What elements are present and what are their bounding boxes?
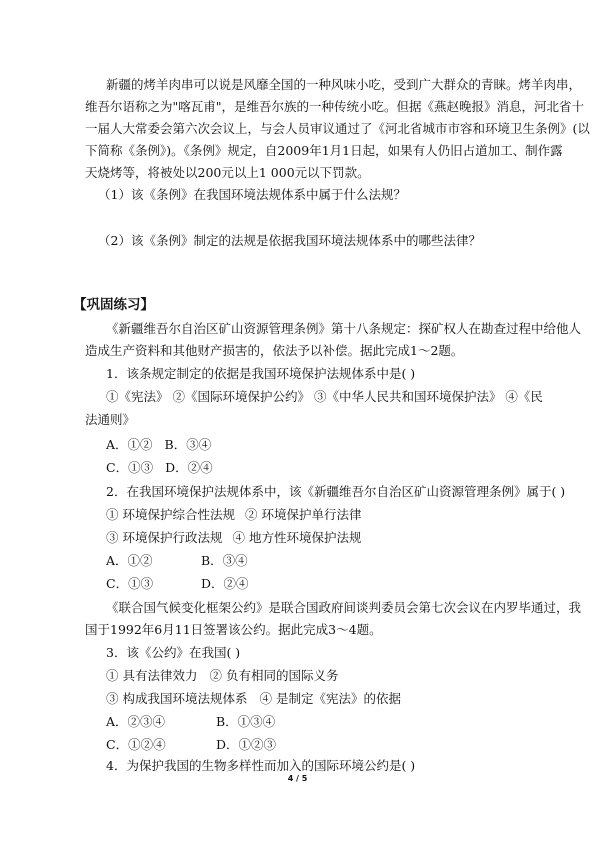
choice-a: A．①② [106,553,153,568]
choice-c: C．①③ [106,460,154,475]
option-4: ④ 地方性环境保护法规 [232,530,362,545]
passage-2-line-1: 《联合国气候变化框架公约》是联合国政府间谈判委员会第七次会议在内罗毕通过，我 [106,600,582,615]
choice-c: C．①②④ [106,737,166,752]
option-1: ① 具有法律效力 [106,668,198,683]
question-3-stem: 3．该《公约》在我国( ) [106,645,241,660]
choice-b: B．③④ [164,437,212,452]
choice-c: C．①③ [106,576,154,591]
question-3-options-line-1 [106,667,536,685]
passage-2-line-2: 国于1992年6月11日签署该公约。据此完成3～4题。 [85,622,382,637]
question-2-stem: 2．在我国环境保护法规体系中，该《新疆维吾尔自治区矿山资源管理条例》属于( ) [106,484,566,499]
question-4-stem: 4．为保护我国的生物多样性而加入的国际环境公约是( ) [106,758,416,773]
question-3-choices-cd [106,736,536,754]
question-2-options-line-1 [106,506,536,524]
choice-d: D．①②③ [216,737,277,752]
option-2: ② 负有相同的国际义务 [209,668,339,683]
choice-a: A．②③④ [106,714,166,729]
intro-line-2: 维吾尔语称之为"喀瓦甫"，是维吾尔族的一种传统小吃。但据《燕赵晚报》消息，河北省十 [85,99,585,114]
choice-d: D．②④ [201,576,249,591]
question-3-options-line-2 [106,690,536,708]
choice-b: B．①③④ [216,714,276,729]
choice-b: B．③④ [201,553,248,568]
choice-a: A．①② [106,437,153,452]
question-1-choices-ab [106,436,536,454]
option-4: ④ 是制定《宪法》的依据 [259,691,401,706]
question-2-choices-cd [106,575,536,593]
choice-d: D．②④ [165,460,213,475]
passage-1-line-2: 造成生产资料和其他财产损害的，依法予以补偿。据此完成1～2题。 [85,343,464,358]
option-3: ③ 构成我国环境法规体系 [106,691,248,706]
intro-line-5: 天烧烤等，将被处以200元以上1 000元以下罚款。 [85,165,370,180]
option-1: ① 环境保护综合性法规 [106,507,235,522]
passage-1-line-1: 《新疆维吾尔自治区矿山资源管理条例》第十八条规定：探矿权人在勘查过程中给他人 [106,321,582,336]
question-3-choices-ab [106,713,536,731]
intro-line-1: 新疆的烤羊肉串可以说是风靡全国的一种风味小吃，受到广大群众的青睐。烤羊肉串， [106,77,582,92]
intro-question-2: （2）该《条例》制定的法规是依据我国环境法规体系中的哪些法律？ [98,233,481,248]
question-1-options-line-2: 法通则》 [85,412,136,427]
question-1-options-line-1: ①《宪法》 ②《国际环境保护公约》 ③《中华人民共和国环境保护法》 ④《民 [106,389,543,404]
page-number: 4 / 5 [287,774,308,783]
option-2: ② 环境保护单行法律 [244,507,362,522]
intro-line-3: 一届人大常委会第六次会议上，与会人员审议通过了《河北省城市市容和环境卫生条例》(以 [85,121,590,136]
question-1-choices-cd [106,459,536,477]
intro-question-1: （1）该《条例》在我国环境法规体系中属于什么法规？ [98,187,406,202]
option-3: ③ 环境保护行政法规 [106,530,223,545]
question-2-choices-ab [106,552,536,570]
intro-line-4: 下简称《条例》)。《条例》规定，自2009年1月1日起，如果有人仍旧占道加工、制作露 [85,143,563,158]
section-title: 【巩固练习】 [73,297,154,313]
question-1-stem: 1．该条规定制定的依据是我国环境保护法规体系中是( ) [106,366,416,381]
question-2-options-line-2 [106,529,536,547]
